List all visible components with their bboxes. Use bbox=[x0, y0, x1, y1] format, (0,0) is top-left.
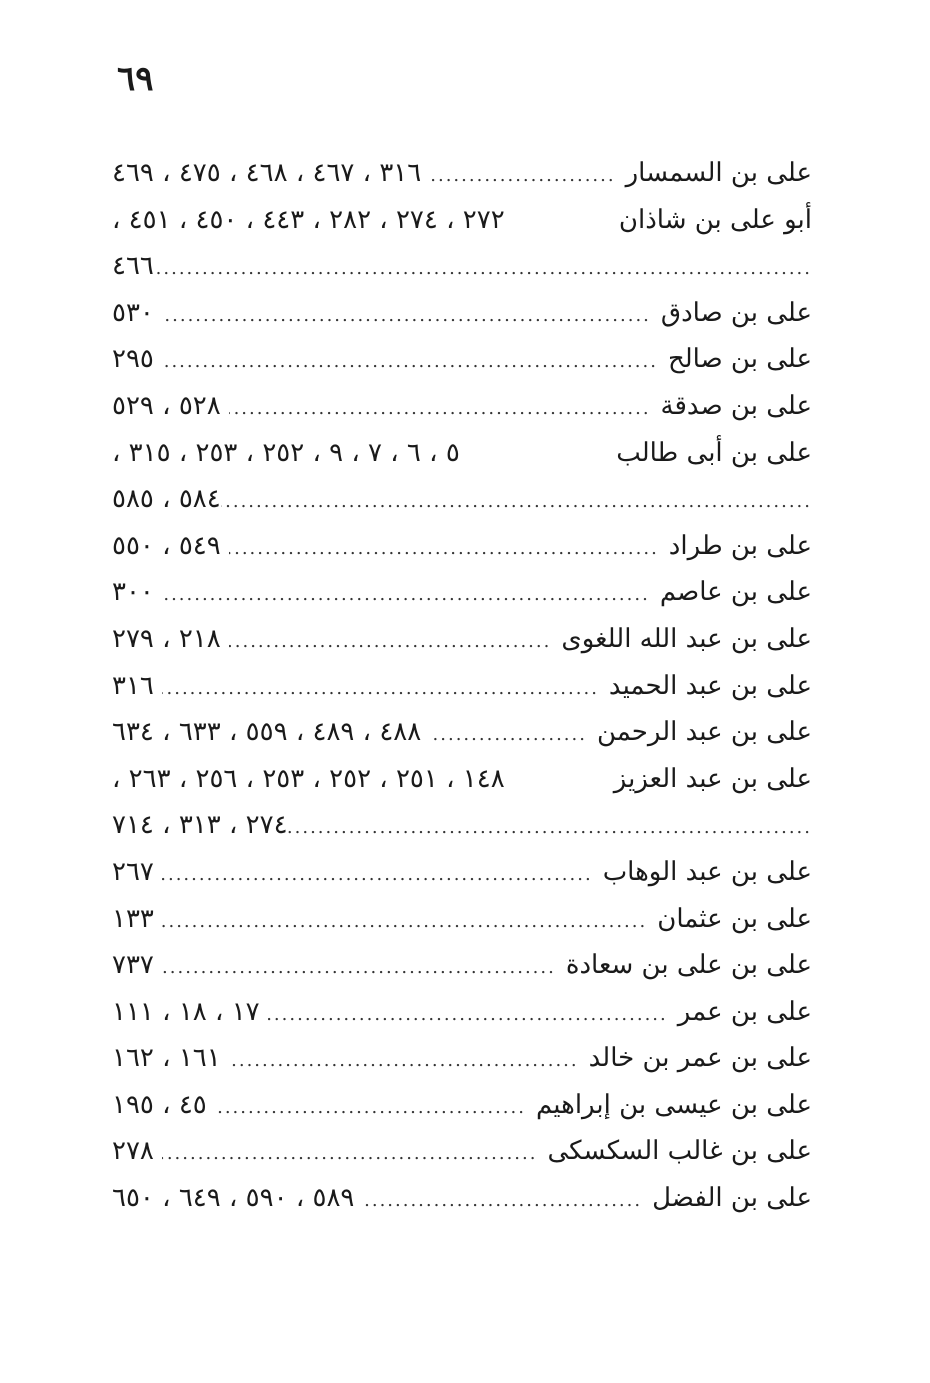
dot-leader bbox=[229, 1038, 579, 1082]
index-entry-continuation bbox=[112, 802, 812, 849]
dot-leader bbox=[162, 666, 599, 710]
entry-name: على بن عبد العزيز bbox=[613, 763, 812, 794]
entry-name: على بن السمسار bbox=[625, 158, 812, 188]
entry-pages: ٧٣٧ bbox=[112, 950, 154, 981]
index-entry bbox=[112, 1128, 812, 1175]
dot-leader bbox=[429, 153, 615, 197]
index-entry bbox=[112, 1035, 812, 1082]
entry-pages: ٤٥ ، ١٩٥ bbox=[112, 1089, 207, 1120]
dot-leader bbox=[229, 619, 552, 663]
index-entry bbox=[112, 1082, 812, 1129]
entry-pages: ٥٣٠ bbox=[112, 297, 154, 328]
index-entry bbox=[112, 150, 812, 197]
entry-name: على بن أبى طالب bbox=[616, 437, 812, 468]
index-entry bbox=[112, 663, 812, 710]
index-entry bbox=[112, 616, 812, 663]
index-entry bbox=[112, 849, 812, 896]
page-number: ٦٩ bbox=[117, 59, 154, 99]
index-list bbox=[112, 150, 812, 1222]
entry-name: أبو على بن شاذان bbox=[618, 204, 812, 235]
index-entry bbox=[112, 290, 812, 337]
index-entry bbox=[112, 336, 812, 383]
entry-name: على بن عبد الوهاب bbox=[602, 856, 812, 887]
index-entry bbox=[112, 383, 812, 430]
entry-name: على بن غالب السكسكى bbox=[547, 1136, 812, 1167]
entry-pages: ٥٨٤ ، ٥٨٥ bbox=[112, 484, 221, 515]
entry-name: على بن عاصم bbox=[659, 577, 812, 608]
index-entry bbox=[112, 1175, 812, 1222]
entry-pages: ٤٨٨ ، ٤٨٩ ، ٥٥٩ ، ٦٣٣ ، ٦٣٤ bbox=[112, 717, 422, 748]
entry-name: على بن صالح bbox=[667, 344, 812, 375]
dot-leader bbox=[429, 712, 587, 756]
index-entry bbox=[112, 569, 812, 616]
entry-pages: ٤٦٦ bbox=[112, 251, 154, 282]
dot-leader bbox=[268, 992, 668, 1036]
entry-pages: ١٣٣ bbox=[112, 903, 154, 934]
entry-pages: ١٧ ، ١٨ ، ١١١ bbox=[112, 996, 260, 1027]
dot-leader bbox=[229, 386, 651, 430]
entry-name: على بن صدقة bbox=[660, 390, 812, 421]
index-entry bbox=[112, 709, 812, 756]
dot-leader bbox=[162, 293, 651, 337]
dot-leader bbox=[162, 572, 650, 616]
entry-name: على بن عبد الرحمن bbox=[596, 717, 812, 748]
dot-leader bbox=[162, 899, 647, 943]
entry-name: على بن طراد bbox=[668, 530, 812, 561]
entry-pages: ٥٤٩ ، ٥٥٠ bbox=[112, 530, 221, 561]
entry-pages: ٥٢٨ ، ٥٢٩ bbox=[112, 390, 221, 421]
entry-pages: ١٦١ ، ١٦٢ bbox=[112, 1043, 221, 1074]
index-entry bbox=[112, 756, 812, 803]
index-entry-continuation bbox=[112, 243, 812, 290]
entry-pages: ٢٦٧ bbox=[112, 856, 154, 887]
entry-pages: ٢٧٤ ، ٣١٣ ، ٧١٤ bbox=[112, 810, 288, 841]
dot-leader bbox=[221, 479, 812, 523]
entry-pages: ٢٧٢ ، ٢٧٤ ، ٢٨٢ ، ٤٤٣ ، ٤٥٠ ، ٤٥١ ، bbox=[112, 204, 505, 235]
entry-pages: ٥ ، ٦ ، ٧ ، ٩ ، ٢٥٢ ، ٢٥٣ ، ٣١٥ ، bbox=[112, 437, 460, 468]
dot-leader bbox=[162, 852, 593, 896]
entry-pages: ١٤٨ ، ٢٥١ ، ٢٥٢ ، ٢٥٣ ، ٢٥٦ ، ٢٦٣ ، bbox=[112, 763, 505, 794]
dot-leader bbox=[154, 246, 812, 290]
entry-name: على بن عمر bbox=[677, 996, 812, 1027]
index-entry bbox=[112, 430, 812, 477]
dot-leader bbox=[229, 526, 659, 570]
dot-leader bbox=[215, 1085, 526, 1129]
entry-pages: ٣١٦ bbox=[112, 670, 154, 701]
entry-name: على بن صادق bbox=[660, 297, 812, 328]
dot-leader bbox=[362, 1178, 642, 1222]
dot-leader bbox=[162, 339, 658, 383]
entry-pages: ٢٩٥ bbox=[112, 344, 154, 375]
index-entry bbox=[112, 989, 812, 1036]
index-entry bbox=[112, 896, 812, 943]
entry-name: على بن عثمان bbox=[657, 903, 812, 934]
entry-pages: ٢٧٨ bbox=[112, 1136, 154, 1167]
dot-leader bbox=[162, 1131, 538, 1175]
dot-leader bbox=[288, 805, 812, 849]
entry-name: على بن على بن سعادة bbox=[565, 950, 812, 981]
entry-name: على بن عبد الله اللغوى bbox=[561, 623, 812, 654]
dot-leader bbox=[162, 945, 556, 989]
entry-pages: ٥٨٩ ، ٥٩٠ ، ٦٤٩ ، ٦٥٠ bbox=[112, 1183, 355, 1214]
entry-name: على بن عمر بن خالد bbox=[588, 1043, 812, 1074]
index-entry bbox=[112, 197, 812, 244]
entry-name: على بن عيسى بن إبراهيم bbox=[535, 1089, 812, 1120]
index-entry bbox=[112, 942, 812, 989]
entry-name: على بن عبد الحميد bbox=[608, 670, 812, 701]
index-entry-continuation bbox=[112, 476, 812, 523]
index-entry bbox=[112, 523, 812, 570]
entry-pages: ٣٠٠ bbox=[112, 577, 154, 608]
entry-pages: ٢١٨ ، ٢٧٩ bbox=[112, 623, 221, 654]
entry-pages: ٣١٦ ، ٤٦٧ ، ٤٦٨ ، ٤٧٥ ، ٤٦٩ bbox=[112, 158, 422, 188]
entry-name: على بن الفضل bbox=[652, 1183, 812, 1214]
